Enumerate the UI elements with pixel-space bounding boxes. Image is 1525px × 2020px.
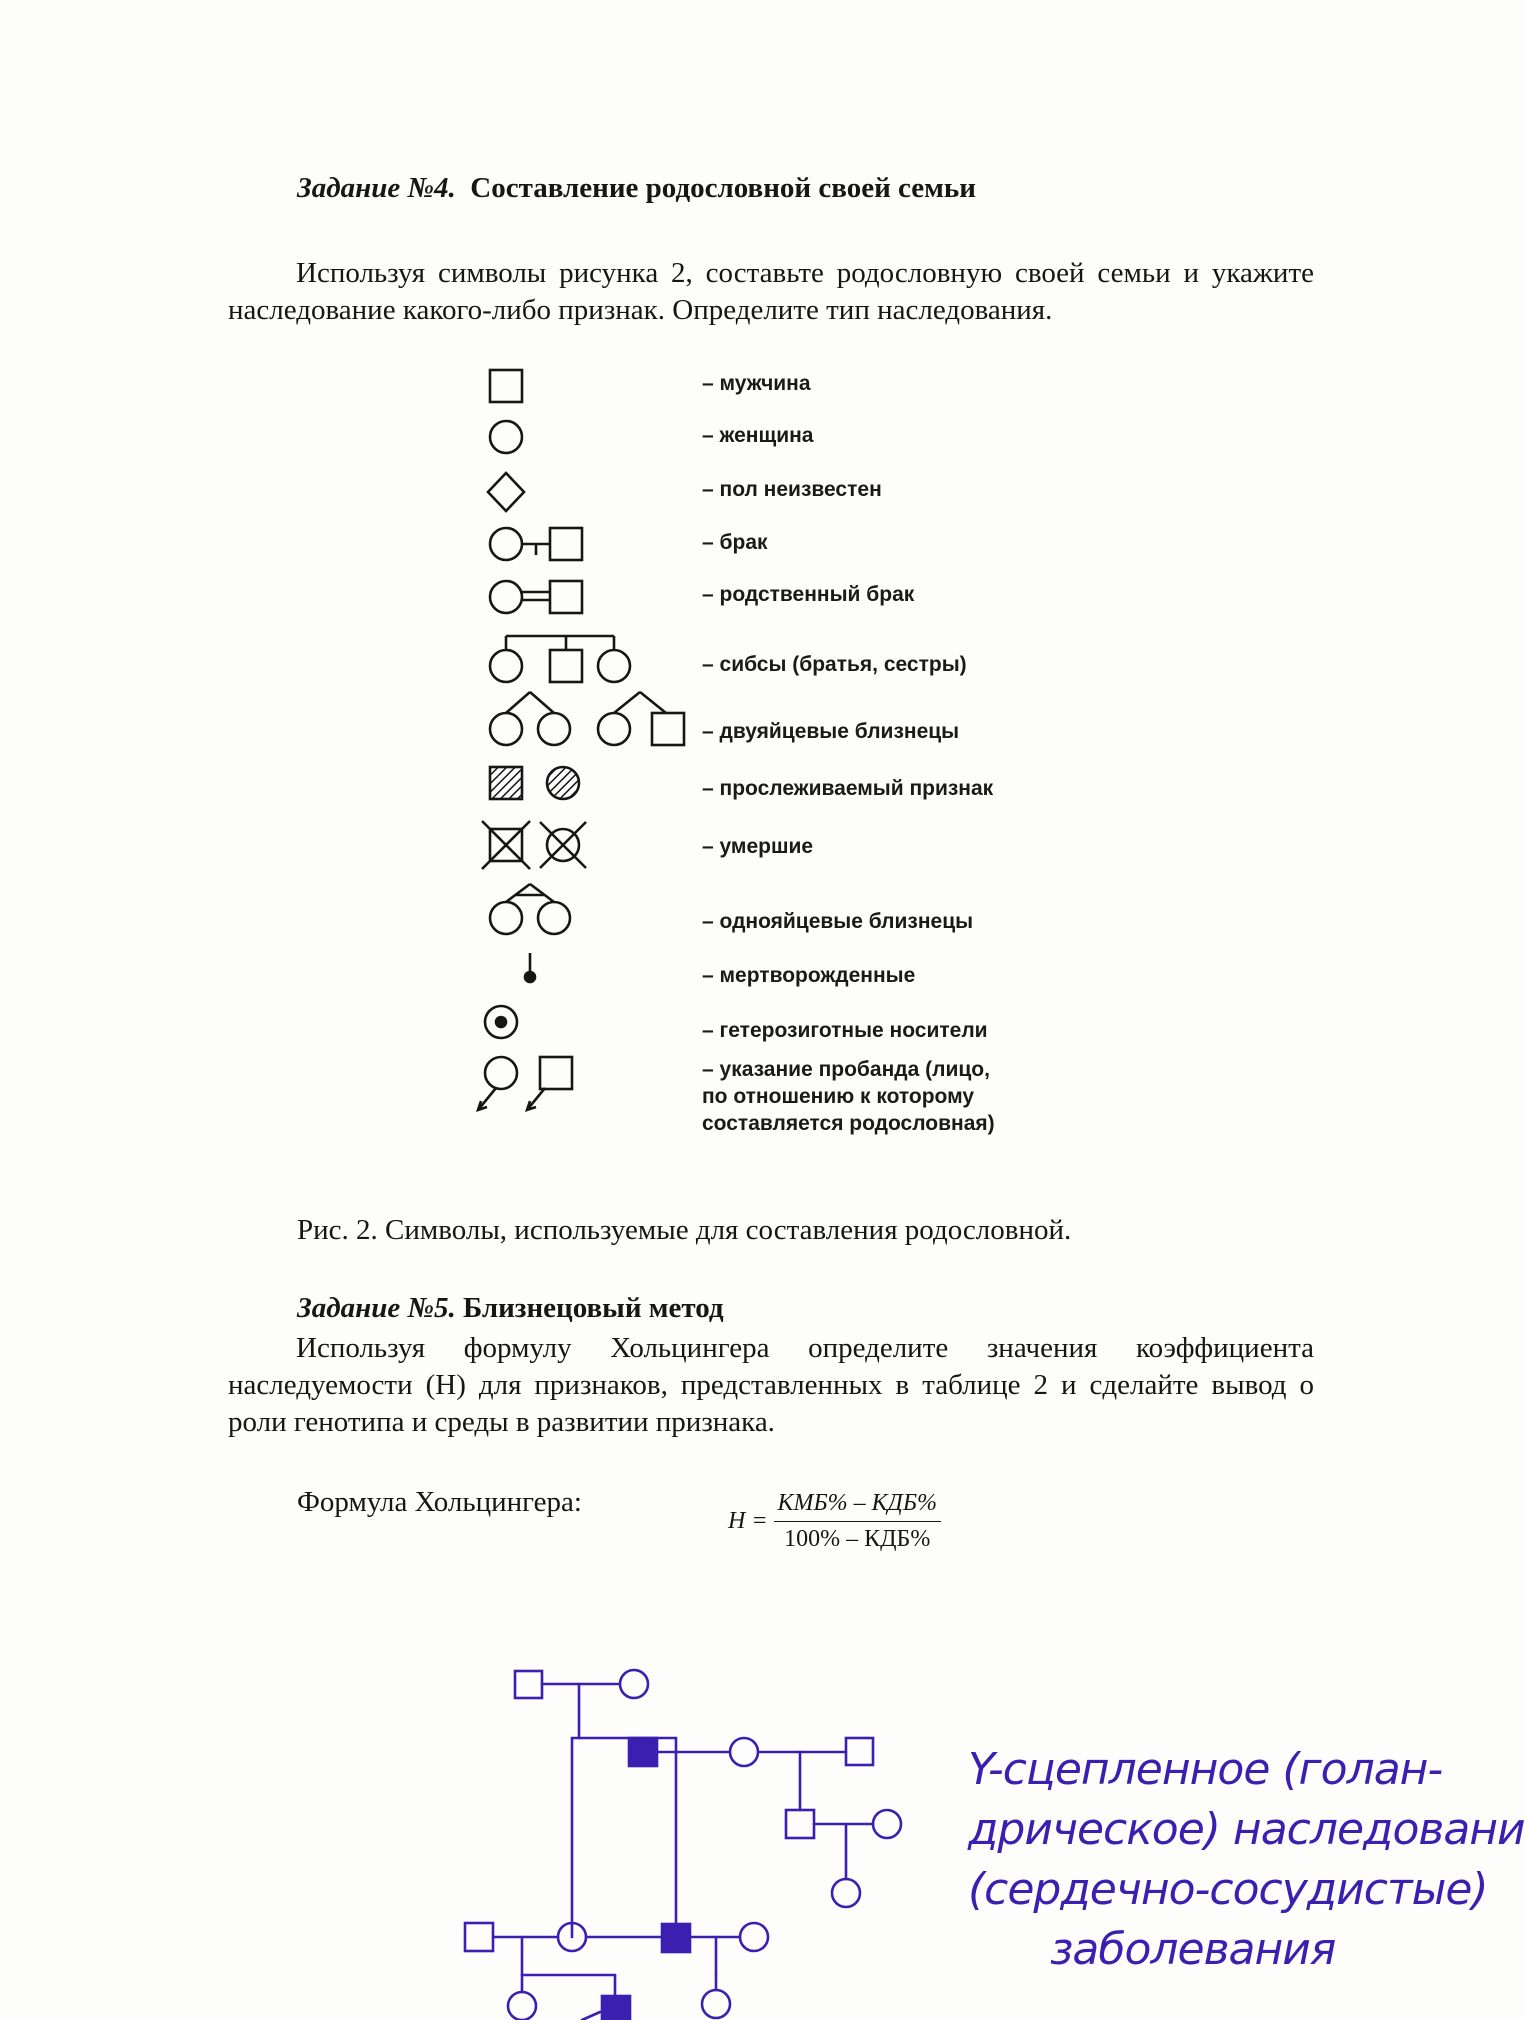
pedigree-grandfather <box>515 1671 542 1698</box>
pedigree-male-gen3-left <box>465 1923 493 1951</box>
handwritten-line4: заболевания <box>1050 1924 1336 1975</box>
legend-label-proband-line2: по отношению к которому <box>702 1085 975 1108</box>
handwritten-line2: дрическое) наследовани <box>968 1804 1525 1855</box>
task4-title: Составление родословной своей семьи <box>470 172 976 204</box>
legend-label-unknown-sex: – пол неизвестен <box>702 478 882 501</box>
pedigree-affected-male-gen2 <box>629 1738 657 1766</box>
pedigree-affected-male-gen3 <box>662 1924 690 1952</box>
task5-instructions: Используя формулу Хольцингера определите значения коэффициента наследуемости (Н) для признаков, представленных в таблице 2 и сделайте вывод о роли генотипа и среды в развитии признака. <box>228 1332 1314 1438</box>
pedigree-proband <box>602 1996 630 2020</box>
handwritten-line1: Y-сцепленное (голан- <box>968 1744 1443 1795</box>
pedigree-female-gen4-right <box>832 1879 860 1907</box>
legend-label-trait: – прослеживаемый признак <box>702 777 994 800</box>
legend-label-marriage: – брак <box>702 531 768 554</box>
task4-number: Задание №4. <box>297 172 456 204</box>
formula-numerator: КМБ% – КДБ% <box>774 1490 941 1522</box>
legend-label-female: – женщина <box>702 424 814 447</box>
figure-caption: Рис. 2. Символы, используемые для составления родословной. <box>297 1214 1072 1246</box>
legend-label-male: – мужчина <box>702 372 811 395</box>
legend-label-carrier: – гетерозиготные носители <box>702 1019 988 1042</box>
handwritten-line3: (сердечно-сосудистые) <box>968 1864 1488 1915</box>
legend-label-proband-line3: составляется родословная) <box>702 1112 995 1135</box>
legend-label-stillborn: – мертворожденные <box>702 964 916 987</box>
pedigree-female-gen3b <box>740 1923 768 1951</box>
pedigree-wife-gen2 <box>730 1738 758 1766</box>
legend-label-consanguineous: – родственный брак <box>702 583 915 606</box>
formula-denominator: 100% – КДБ% <box>784 1526 931 1552</box>
task5-number: Задание №5. <box>297 1292 456 1324</box>
pedigree-grandmother <box>620 1670 648 1698</box>
pedigree-male-gen3-right <box>786 1810 814 1838</box>
task4-instructions: Используя символы рисунка 2, составьте родословную своей семьи и укажите наследование какого-либо признак. Определите тип наследования. <box>228 257 1314 326</box>
formula-label: Формула Хольцингера: <box>297 1486 582 1518</box>
legend-label-siblings: – сибсы (братья, сестры) <box>702 653 967 676</box>
pedigree-female-gen4 <box>508 1992 536 2020</box>
pedigree-male-right <box>846 1738 873 1765</box>
task5-title: Близнецовый метод <box>463 1292 724 1324</box>
legend-label-proband-line1: – указание пробанда (лицо, <box>702 1058 990 1081</box>
pedigree-female-gen4b <box>702 1990 730 2018</box>
legend-label-monozygotic: – однояйцевые близнецы <box>702 910 974 933</box>
legend-label-deceased: – умершие <box>702 835 814 858</box>
formula-lhs: H = <box>728 1508 768 1534</box>
pedigree-female-gen3-right <box>873 1810 901 1838</box>
legend-label-dizygotic: – двуяйцевые близнецы <box>702 720 960 743</box>
